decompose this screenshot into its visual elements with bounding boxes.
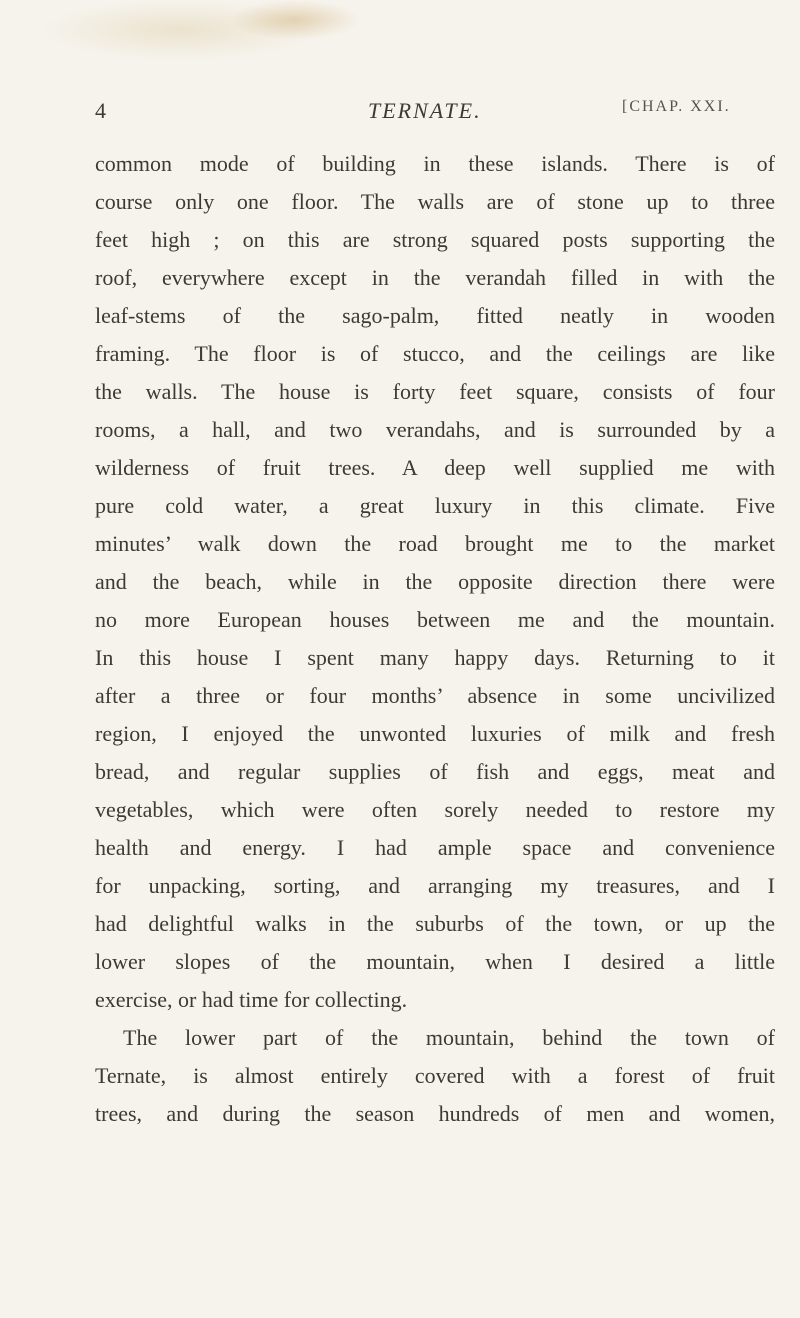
- text-line: In this house I spent many happy days. Returning to it: [95, 645, 775, 670]
- text-line: lower slopes of the mountain, when I desired a little: [95, 949, 775, 974]
- text-line: vegetables, which were often sorely needed to restore my: [95, 797, 775, 822]
- body-text: [95, 145, 775, 1133]
- text-line: the walls. The house is forty feet square, consists of four: [95, 379, 775, 404]
- text-line: bread, and regular supplies of fish and eggs, meat and: [95, 759, 775, 784]
- text-line: common mode of building in these islands. There is of: [95, 151, 775, 176]
- chapter-label: [CHAP. XXI.: [622, 98, 731, 115]
- text-line: roof, everywhere except in the verandah filled in with the: [95, 265, 775, 290]
- text-line: no more European houses between me and the mountain.: [95, 607, 775, 632]
- running-title: TERNATE.: [368, 98, 482, 123]
- text-line: pure cold water, a great luxury in this climate. Five: [95, 493, 775, 518]
- text-line: exercise, or had time for collecting.: [95, 987, 408, 1012]
- paper-stain: [40, 0, 320, 60]
- text-line: wilderness of fruit trees. A deep well supplied me with: [95, 455, 775, 480]
- text-line: The lower part of the mountain, behind the town of: [123, 1025, 775, 1050]
- text-line: and the beach, while in the opposite direction there were: [95, 569, 775, 594]
- text-line: Ternate, is almost entirely covered with a forest of fruit: [95, 1063, 775, 1088]
- text-line: leaf-stems of the sago-palm, fitted neatly in wooden: [95, 303, 775, 328]
- text-line: had delightful walks in the suburbs of the town, or up the: [95, 911, 775, 936]
- page-number: 4: [95, 98, 106, 123]
- text-line: for unpacking, sorting, and arranging my treasures, and I: [95, 873, 775, 898]
- text-line: feet high ; on this are strong squared posts supporting the: [95, 227, 775, 252]
- text-line: trees, and during the season hundreds of men and women,: [95, 1101, 775, 1126]
- paper-stain: [230, 0, 360, 40]
- text-line: region, I enjoyed the unwonted luxuries of milk and fresh: [95, 721, 775, 746]
- running-header: [0, 98, 800, 130]
- text-line: rooms, a hall, and two verandahs, and is surrounded by a: [95, 417, 775, 442]
- text-line: course only one floor. The walls are of stone up to three: [95, 189, 775, 214]
- text-line: health and energy. I had ample space and convenience: [95, 835, 775, 860]
- text-line: framing. The floor is of stucco, and the ceilings are like: [95, 341, 775, 366]
- text-line: after a three or four months’ absence in some uncivilized: [95, 683, 775, 708]
- text-line: minutes’ walk down the road brought me to the market: [95, 531, 775, 556]
